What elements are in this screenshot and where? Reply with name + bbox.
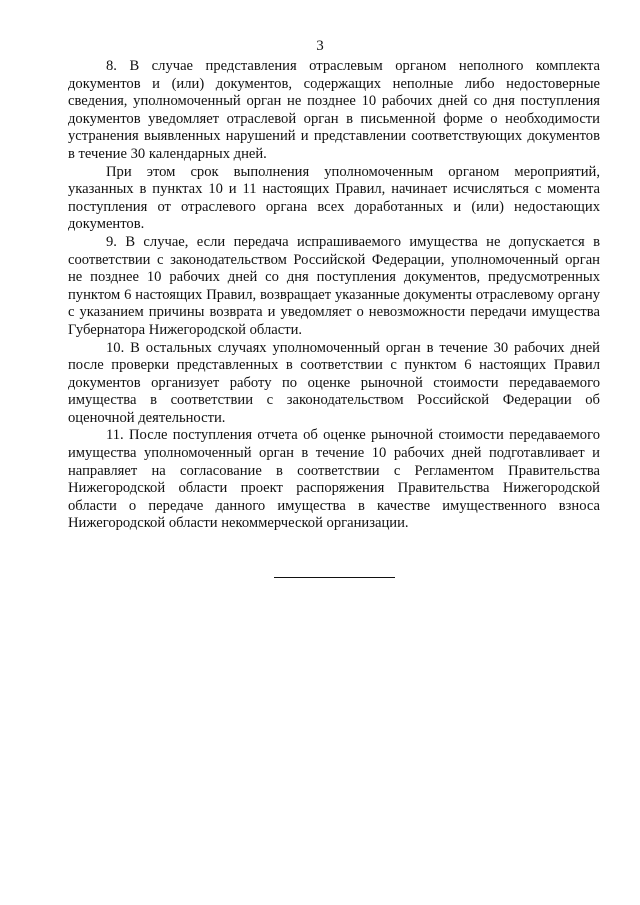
document-body — [68, 58, 600, 533]
paragraph-9: 9. В случае, если передача испрашиваемого имущества не допускается в соответствии с законодательством Российской Федерации, уполномоченный орган не позднее 10 рабочих дней со дня поступления документов, предусмотренных пунктом 6 настоящих Правил, возвращает указанные документы отраслевому органу с указанием причины возврата и уведомляет о невозможности передачи имущества Губернатора Нижегородской области. — [68, 233, 600, 338]
paragraph-8: 8. В случае представления отраслевым органом неполного комплекта документов и (или) документов, содержащих неполные либо недостоверные сведения, уполномоченный орган не позднее 10 рабочих дней со дня поступления документов уведомляет отраслевой орган в письменной форме о необходимости устранения выявленных нарушений и представлении соответствующих документов в течение 30 календарных дней. — [68, 58, 600, 162]
end-divider-line — [274, 577, 395, 578]
paragraph-10: 10. В остальных случаях уполномоченный орган в течение 30 рабочих дней после проверки представленных в соответствии с пунктом 6 настоящих Правил документов организует работу по оценке рыночной стоимости передаваемого имущества в соответствии с законодательством Российской Федерации об оценочной деятельности. — [68, 339, 600, 426]
paragraph-11: 11. После поступления отчета об оценке рыночной стоимости передаваемого имущества уполномоченный орган в течение 10 рабочих дней подготавливает и направляет на согласование в соответствии с Регламентом Правительства Нижегородской области проект распоряжения Правительства Нижегородской области о передаче данного имущества в качестве имущественного взноса Нижегородской области некоммерческой организации. — [68, 427, 600, 532]
page-number: 3 — [316, 38, 324, 54]
paragraph-8-note: При этом срок выполнения уполномоченным органом мероприятий, указанных в пунктах 10 и 11 настоящих Правил, начинает исчисляться с момента поступления от отраслевого органа всех доработанных и (или) недостающих документов. — [68, 163, 600, 233]
